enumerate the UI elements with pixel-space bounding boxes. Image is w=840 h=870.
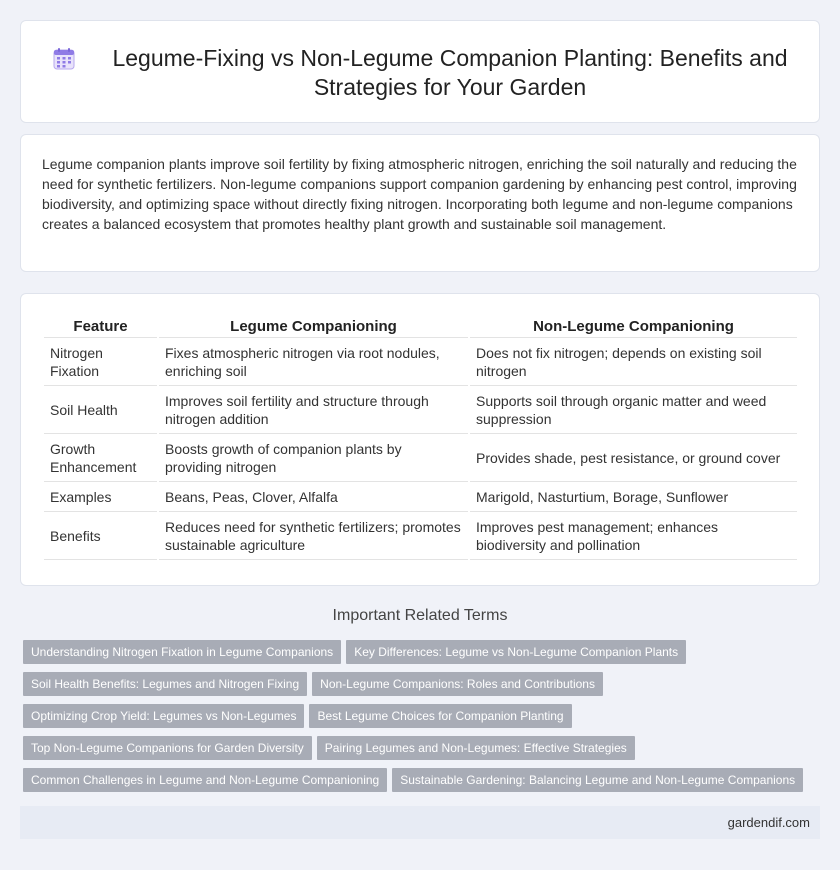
table-cell: Nitrogen Fixation — [44, 338, 157, 386]
related-term-tag[interactable]: Best Legume Choices for Companion Planting — [309, 704, 571, 728]
header-card — [20, 20, 820, 123]
page-title — [81, 44, 819, 102]
comparison-table — [42, 315, 799, 560]
intro-card — [20, 134, 820, 272]
table-cell: Fixes atmospheric nitrogen via root nodules, enriching soil — [159, 338, 468, 386]
table-header-row — [44, 315, 797, 338]
column-header-legume: Legume Companioning — [159, 315, 468, 338]
table-cell: Boosts growth of companion plants by providing nitrogen — [159, 434, 468, 482]
related-term-tag[interactable]: Understanding Nitrogen Fixation in Legume Companions — [23, 640, 341, 664]
related-term-tag[interactable]: Non-Legume Companions: Roles and Contributions — [312, 672, 603, 696]
footer — [20, 806, 820, 839]
table-cell: Examples — [44, 482, 157, 512]
table-row — [44, 386, 797, 434]
related-terms-title: Important Related Terms — [332, 607, 508, 624]
table-row — [44, 512, 797, 560]
related-term-tag[interactable]: Soil Health Benefits: Legumes and Nitrogen Fixing — [23, 672, 307, 696]
table-cell: Supports soil through organic matter and weed suppression — [470, 386, 797, 434]
related-term-tag[interactable]: Common Challenges in Legume and Non-Legume Companioning — [23, 768, 387, 792]
related-term-tag[interactable]: Key Differences: Legume vs Non-Legume Companion Plants — [346, 640, 686, 664]
table-cell: Growth Enhancement — [44, 434, 157, 482]
table-cell: Beans, Peas, Clover, Alfalfa — [159, 482, 468, 512]
related-term-tag[interactable]: Optimizing Crop Yield: Legumes vs Non-Legumes — [23, 704, 304, 728]
table-cell: Does not fix nitrogen; depends on existing soil nitrogen — [470, 338, 797, 386]
table-cell: Improves pest management; enhances biodiversity and pollination — [470, 512, 797, 560]
table-cell: Soil Health — [44, 386, 157, 434]
table-cell: Provides shade, pest resistance, or ground cover — [470, 434, 797, 482]
table-cell: Marigold, Nasturtium, Borage, Sunflower — [470, 482, 797, 512]
calendar-icon — [52, 47, 76, 71]
table-row — [44, 482, 797, 512]
intro-paragraph: Legume companion plants improve soil fertility by fixing atmospheric nitrogen, enriching the soil naturally and reducing the need for synthetic fertilizers. Non-legume companions support companion gardening by enhancing pest control, improving biodiversity, and optimizing space without directly fixing nitrogen. Incorporating both legume and non-legume companions creates a balanced ecosystem that promotes healthy plant growth and sustainable soil management. — [42, 156, 797, 232]
table-row — [44, 434, 797, 482]
comparison-table-card — [20, 293, 820, 586]
table-cell: Improves soil fertility and structure through nitrogen addition — [159, 386, 468, 434]
table-cell: Benefits — [44, 512, 157, 560]
related-term-tag[interactable]: Pairing Legumes and Non-Legumes: Effective Strategies — [317, 736, 635, 760]
related-term-tag[interactable]: Sustainable Gardening: Balancing Legume and Non-Legume Companions — [392, 768, 803, 792]
column-header-feature: Feature — [44, 315, 157, 338]
page-title-line-2: Strategies for Your Garden — [313, 74, 587, 100]
table-row — [44, 338, 797, 386]
table-cell: Reduces need for synthetic fertilizers; promotes sustainable agriculture — [159, 512, 468, 560]
page-title-line-1: Legume-Fixing vs Non-Legume Companion Planting: Benefits and — [112, 45, 788, 71]
related-terms-list — [23, 640, 813, 800]
column-header-non-legume: Non-Legume Companioning — [470, 315, 797, 338]
footer-site-link[interactable]: gardendif.com — [727, 815, 810, 830]
related-term-tag[interactable]: Top Non-Legume Companions for Garden Diversity — [23, 736, 312, 760]
